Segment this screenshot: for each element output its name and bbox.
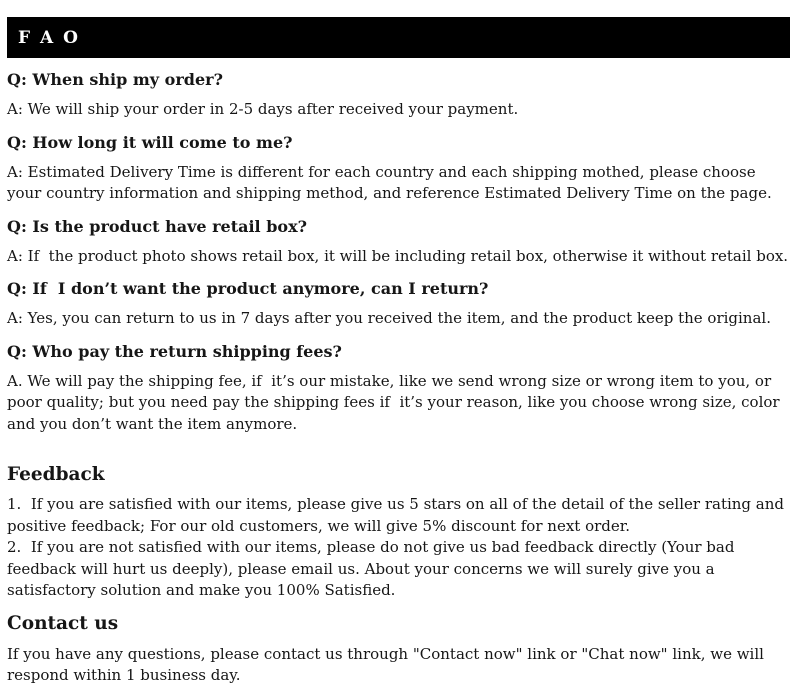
- faq-item: [7, 279, 790, 330]
- feedback-paragraph: 2. If you are not satisfied with our items, please do not give us bad feedback directly (Your bad feedback will hurt us deeply), please email us. About your concerns we will surely give you a satisfactory solution and make you 100% Satisfied.: [7, 538, 740, 599]
- faq-header-bar: [7, 17, 790, 58]
- faq-answer: A: Yes, you can return to us in 7 days after you received the item, and the product keep the original.: [7, 309, 771, 327]
- contact-body: If you have any questions, please contact us through "Contact now" link or "Chat now" link, we will respond within 1 business day.: [7, 644, 769, 684]
- feedback-heading: Feedback: [7, 464, 105, 485]
- contact-section: [7, 614, 790, 687]
- faq-answer: A: We will ship your order in 2-5 days after received your payment.: [7, 100, 519, 118]
- faq-answer: A: If the product photo shows retail box, it will be including retail box, otherwise it without retail box.: [7, 246, 789, 265]
- feedback-paragraph: 1. If you are satisfied with our items, please give us 5 stars on all of the detail of the seller rating and positive feedback; For our old customers, we will give 5% discount for next order.: [7, 495, 789, 535]
- faq-list: [7, 70, 790, 435]
- faq-item: [7, 70, 790, 121]
- faq-question: Q: Who pay the return shipping fees?: [7, 341, 342, 361]
- faq-item: [7, 133, 790, 205]
- feedback-section: [7, 465, 790, 602]
- faq-answer: A: Estimated Delivery Time is different for each country and each shipping mothed, please choose your country information and shipping method, and reference Estimated Delivery Time on the page.: [7, 162, 772, 202]
- faq-question: Q: If I don’t want the product anymore, can I return?: [7, 279, 489, 298]
- faq-question: Q: How long it will come to me?: [7, 132, 293, 152]
- faq-question: Q: Is the product have retail box?: [7, 216, 307, 236]
- faq-question: Q: When ship my order?: [7, 70, 223, 89]
- faq-item: [7, 342, 790, 436]
- faq-header-title: F A O: [18, 27, 80, 48]
- contact-heading: Contact us: [7, 612, 119, 634]
- faq-item: [7, 217, 790, 268]
- faq-answer: A. We will pay the shipping fee, if it’s our mistake, like we send wrong size or wrong item to you, or poor quality; but you need pay the shipping fees if it’s your reason, like you choose wrong size, color and you don’t want the item anymore.: [7, 371, 785, 433]
